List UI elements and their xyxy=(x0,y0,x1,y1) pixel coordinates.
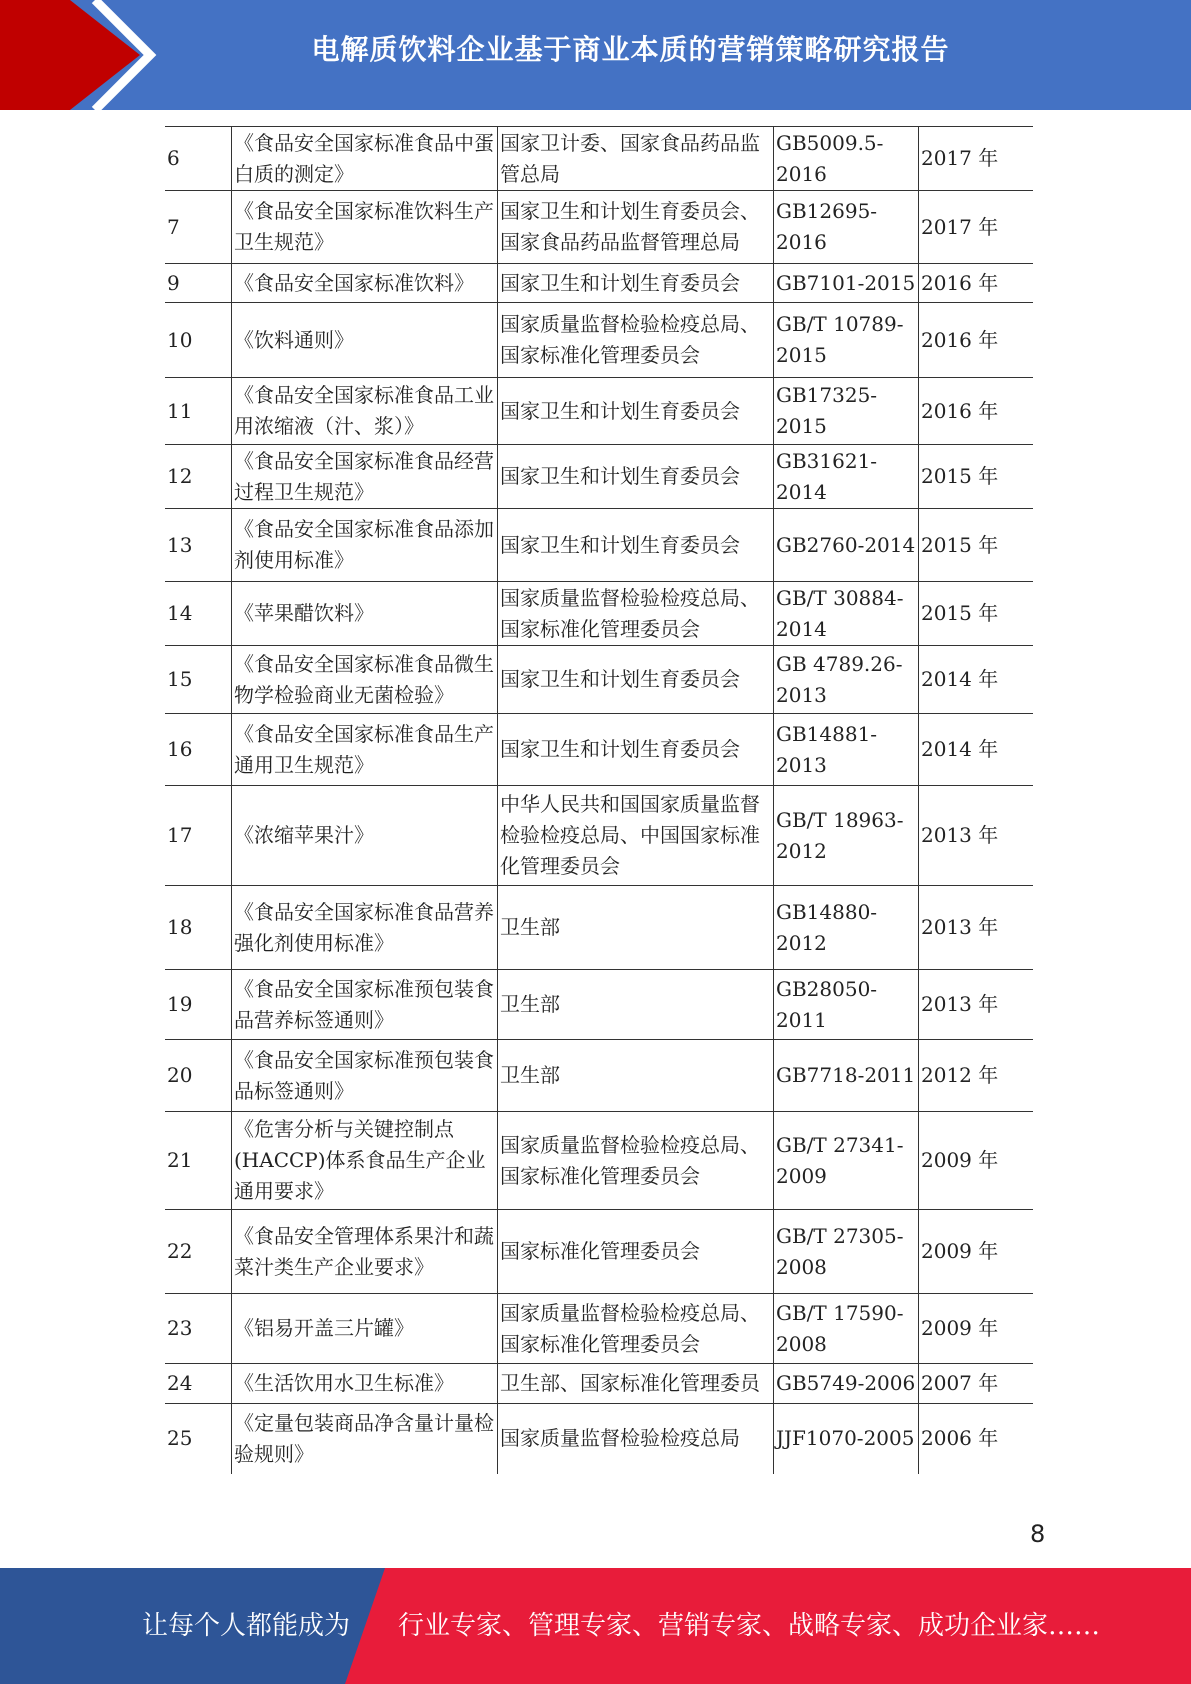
row-number-cell: 7 xyxy=(165,191,232,264)
table-row xyxy=(165,786,1033,886)
effective-year-cell: 2015 年 xyxy=(919,582,1034,646)
row-number-cell: 6 xyxy=(165,127,232,191)
row-number-cell: 19 xyxy=(165,970,232,1040)
table-row xyxy=(165,970,1033,1040)
effective-year-cell: 2017 年 xyxy=(919,127,1034,191)
effective-year-cell: 2014 年 xyxy=(919,646,1034,714)
row-number-cell: 25 xyxy=(167,1426,193,1451)
issuing-department-cell: 国家卫生和计划生育委员会、国家食品药品监督管理总局 xyxy=(498,191,774,264)
standard-name-cell: 《浓缩苹果汁》 xyxy=(232,786,498,886)
effective-year-cell: 2013 年 xyxy=(919,970,1034,1040)
standards-table xyxy=(165,126,1033,1474)
row-number-cell: 10 xyxy=(165,303,232,378)
standard-code-cell: GB31621-2014 xyxy=(774,445,919,509)
standard-code-cell: GB/T 30884-2014 xyxy=(774,582,919,646)
standard-name-cell: 《苹果醋饮料》 xyxy=(232,582,498,646)
effective-year-cell: 2014 年 xyxy=(919,714,1034,786)
issuing-department-cell: 国家标准化管理委员会 xyxy=(498,1210,774,1294)
report-title: 电解质饮料企业基于商业本质的营销策略研究报告 xyxy=(311,33,950,66)
row-number-cell: 9 xyxy=(165,264,232,303)
effective-year-cell: 2006 年 xyxy=(919,1404,1034,1474)
standard-name-cell: 《饮料通则》 xyxy=(232,303,498,378)
standard-code-cell: GB/T 17590-2008 xyxy=(774,1294,919,1364)
table-row xyxy=(165,886,1033,970)
standard-code-cell: GB7101-2015 xyxy=(774,264,919,303)
standard-name-cell: 《危害分析与关键控制点(HACCP)体系食品生产企业通用要求》 xyxy=(232,1112,498,1210)
row-number-cell: 16 xyxy=(165,714,232,786)
effective-year-cell: 2016 年 xyxy=(919,378,1034,445)
row-number-cell: 14 xyxy=(165,582,232,646)
standard-code-cell: GB/T 10789-2015 xyxy=(774,303,919,378)
row-number-cell: 23 xyxy=(165,1294,232,1364)
row-number-cell: 22 xyxy=(165,1210,232,1294)
table-row xyxy=(165,127,1033,191)
row-number-cell: 18 xyxy=(165,886,232,970)
effective-year-cell: 2016 年 xyxy=(919,264,1034,303)
issuing-department-cell: 国家质量监督检验检疫总局、国家标准化管理委员会 xyxy=(498,303,774,378)
standard-name-cell: 《食品安全国家标准预包装食品营养标签通则》 xyxy=(232,970,498,1040)
standard-name-cell: 《食品安全国家标准食品工业用浓缩液（汁、浆）》 xyxy=(232,378,498,445)
table-row xyxy=(165,1294,1033,1364)
footer-slogan-right: 行业专家、管理专家、营销专家、战略专家、成功企业家…… xyxy=(398,1611,1101,1641)
standard-code-cell: GB 4789.26-2013 xyxy=(774,646,919,714)
standard-name-cell: 《食品安全国家标准食品经营过程卫生规范》 xyxy=(232,445,498,509)
table-row xyxy=(165,191,1033,264)
standard-code-cell: GB7718-2011 xyxy=(774,1040,919,1112)
issuing-department-cell: 国家质量监督检验检疫总局、国家标准化管理委员会 xyxy=(498,1112,774,1210)
effective-year-cell: 2012 年 xyxy=(919,1040,1034,1112)
standard-code-cell: GB28050-2011 xyxy=(774,970,919,1040)
standard-name-cell: 《食品安全国家标准食品中蛋白质的测定》 xyxy=(232,127,498,191)
table-row xyxy=(165,1210,1033,1294)
issuing-department-cell: 卫生部 xyxy=(498,970,774,1040)
standard-code-cell: GB14881-2013 xyxy=(774,714,919,786)
table-row xyxy=(165,1040,1033,1112)
effective-year-cell: 2013 年 xyxy=(919,786,1034,886)
row-number-cell: 12 xyxy=(165,445,232,509)
effective-year-cell: 2009 年 xyxy=(919,1112,1034,1210)
issuing-department-cell: 国家卫生和计划生育委员会 xyxy=(498,378,774,445)
standard-code-cell: GB/T 18963-2012 xyxy=(774,786,919,886)
table-row xyxy=(165,445,1033,509)
table-row xyxy=(165,1112,1033,1210)
issuing-department-cell: 卫生部 xyxy=(498,886,774,970)
table-row xyxy=(165,303,1033,378)
issuing-department-cell: 卫生部 xyxy=(498,1040,774,1112)
row-number-cell: 13 xyxy=(165,509,232,582)
issuing-department-cell: 国家卫生和计划生育委员会 xyxy=(498,714,774,786)
standard-name-cell: 《食品安全国家标准预包装食品标签通则》 xyxy=(232,1040,498,1112)
table-row xyxy=(165,264,1033,303)
table-row xyxy=(165,378,1033,445)
row-number-cell: 15 xyxy=(165,646,232,714)
issuing-department-cell: 中华人民共和国国家质量监督检验检疫总局、中国国家标准化管理委员会 xyxy=(498,786,774,886)
standard-code-cell: GB/T 27341-2009 xyxy=(774,1112,919,1210)
header-banner xyxy=(0,0,1191,110)
standard-name-cell: 《食品安全国家标准食品营养强化剂使用标准》 xyxy=(232,886,498,970)
standard-name-cell: 《食品安全国家标准食品添加剂使用标准》 xyxy=(232,509,498,582)
table-row xyxy=(165,509,1033,582)
standard-name-cell: 《定量包装商品净含量计量检验规则》 xyxy=(232,1404,498,1474)
standard-code-cell: GB17325-2015 xyxy=(774,378,919,445)
footer-banner xyxy=(0,1568,1191,1684)
standard-code-cell: GB14880-2012 xyxy=(774,886,919,970)
issuing-department-cell: 国家卫生和计划生育委员会 xyxy=(498,264,774,303)
issuing-department-cell: 国家卫生和计划生育委员会 xyxy=(498,445,774,509)
standard-code-cell: GB5009.5-2016 xyxy=(774,127,919,191)
standards-table-container xyxy=(165,126,1027,1474)
row-number-cell: 17 xyxy=(165,786,232,886)
effective-year-cell: 2009 年 xyxy=(919,1210,1034,1294)
issuing-department-cell: 国家质量监督检验检疫总局、国家标准化管理委员会 xyxy=(498,582,774,646)
standard-name-cell: 《食品安全国家标准饮料生产卫生规范》 xyxy=(232,191,498,264)
effective-year-cell: 2017 年 xyxy=(919,191,1034,264)
effective-year-cell: 2015 年 xyxy=(919,445,1034,509)
table-row xyxy=(165,646,1033,714)
effective-year-cell: 2015 年 xyxy=(919,509,1034,582)
standard-name-cell: 《食品安全国家标准食品生产通用卫生规范》 xyxy=(232,714,498,786)
standard-name-cell: 《铝易开盖三片罐》 xyxy=(232,1294,498,1364)
page-number: 8 xyxy=(1030,1520,1046,1548)
footer-slogan-left: 让每个人都能成为 xyxy=(142,1611,351,1641)
standard-code-cell: GB/T 27305-2008 xyxy=(774,1210,919,1294)
effective-year-cell: 2009 年 xyxy=(919,1294,1034,1364)
row-number-cell: 24 xyxy=(165,1364,232,1404)
table-row xyxy=(165,1364,1033,1404)
issuing-department-cell: 国家卫生和计划生育委员会 xyxy=(498,509,774,582)
row-number-cell: 21 xyxy=(165,1112,232,1210)
issuing-department-cell: 国家质量监督检验检疫总局 xyxy=(498,1404,774,1474)
table-row xyxy=(165,582,1033,646)
issuing-department-cell: 国家质量监督检验检疫总局、国家标准化管理委员会 xyxy=(498,1294,774,1364)
effective-year-cell: 2016 年 xyxy=(919,303,1034,378)
table-row xyxy=(165,714,1033,786)
effective-year-cell: 2007 年 xyxy=(919,1364,1034,1404)
issuing-department-cell: 国家卫生和计划生育委员会 xyxy=(498,646,774,714)
standard-name-cell: 《食品安全国家标准食品微生物学检验商业无菌检验》 xyxy=(232,646,498,714)
standard-code-cell: GB5749-2006 xyxy=(774,1364,919,1404)
table-row xyxy=(165,1404,1033,1474)
standard-code-cell: GB12695-2016 xyxy=(774,191,919,264)
effective-year-cell: 2013 年 xyxy=(919,886,1034,970)
standard-name-cell: 《食品安全国家标准饮料》 xyxy=(232,264,498,303)
standard-code-cell: JJF1070-2005 xyxy=(774,1404,919,1474)
standard-code-cell: GB2760-2014 xyxy=(774,509,919,582)
row-number-cell: 11 xyxy=(165,378,232,445)
row-number-cell: 20 xyxy=(165,1040,232,1112)
standard-name-cell: 《生活饮用水卫生标准》 xyxy=(232,1364,498,1404)
issuing-department-cell: 国家卫计委、国家食品药品监管总局 xyxy=(498,127,774,191)
standard-name-cell: 《食品安全管理体系果汁和蔬菜汁类生产企业要求》 xyxy=(232,1210,498,1294)
issuing-department-cell: 卫生部、国家标准化管理委员 xyxy=(498,1364,774,1404)
